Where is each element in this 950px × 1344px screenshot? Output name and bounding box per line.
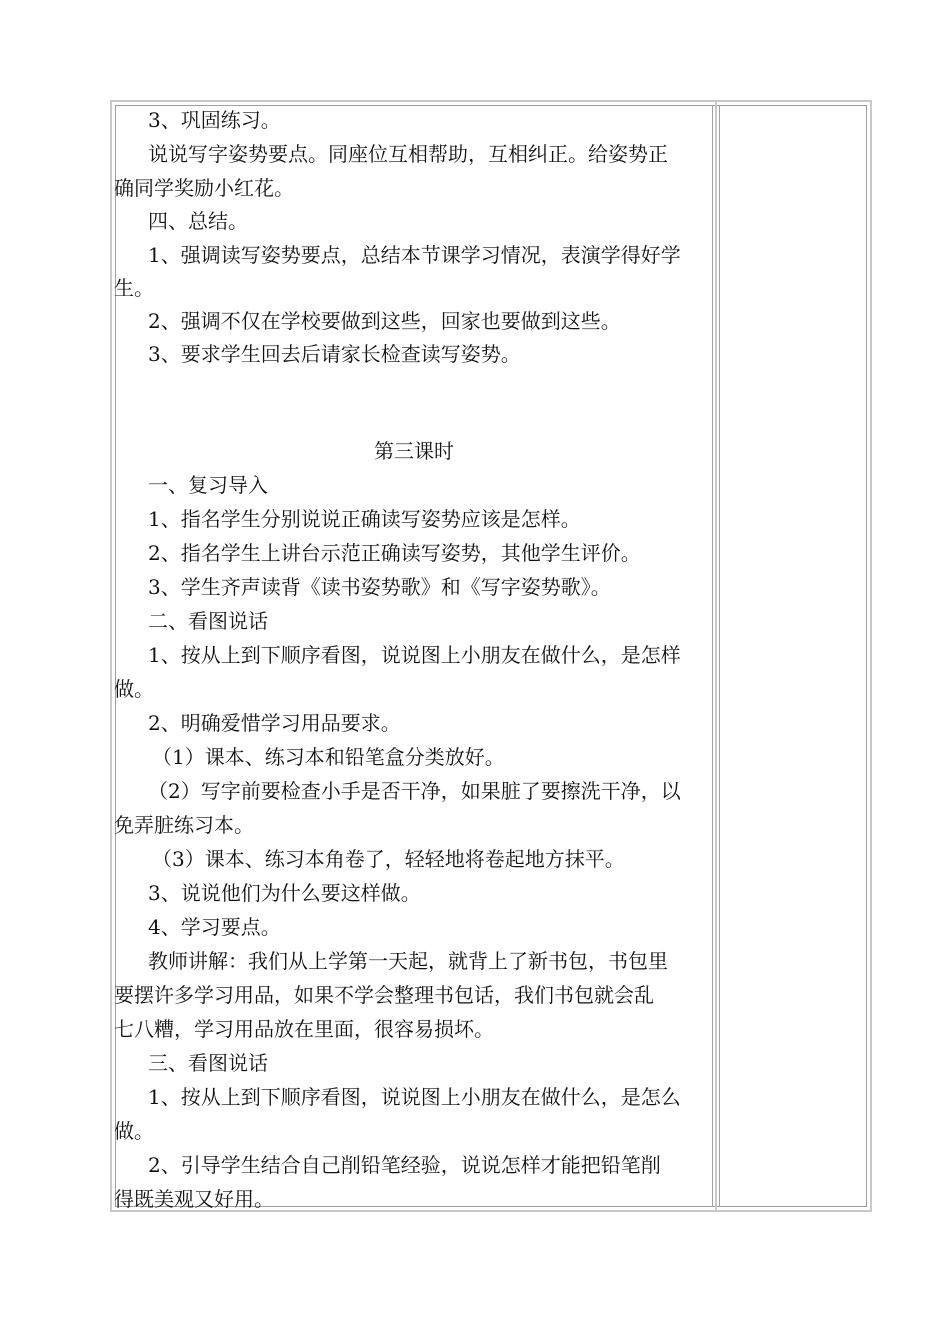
text-line: 得既美观又好用。 bbox=[114, 1187, 274, 1211]
text-line: 说说写字姿势要点。同座位互相帮助，互相纠正。给姿势正 bbox=[148, 142, 668, 166]
section-heading: 四、总结。 bbox=[148, 209, 248, 233]
section-heading: 一、复习导入 bbox=[148, 473, 268, 497]
text-line: 免弄脏练习本。 bbox=[114, 813, 254, 837]
text-line: 做。 bbox=[114, 677, 154, 701]
text-line: 3、学生齐声读背《读书姿势歌》和《写字姿势歌》。 bbox=[148, 575, 611, 599]
column-divider bbox=[715, 102, 717, 1210]
column-divider-line-left bbox=[712, 105, 713, 1207]
text-line: 生。 bbox=[114, 276, 154, 300]
text-line: 教师讲解：我们从上学第一天起，就背上了新书包，书包里 bbox=[148, 949, 668, 973]
text-line: 做。 bbox=[114, 1119, 154, 1143]
text-line: 七八糟，学习用品放在里面，很容易损坏。 bbox=[114, 1017, 494, 1041]
text-line: （2）写字前要检查小手是否干净，如果脏了要擦洗干净，以 bbox=[148, 779, 681, 803]
text-line: 2、指名学生上讲台示范正确读写姿势，其他学生评价。 bbox=[148, 541, 641, 565]
text-line: （1）课本、练习本和铅笔盒分类放好。 bbox=[152, 745, 505, 769]
text-line: 2、引导学生结合自己削铅笔经验，说说怎样才能把铅笔削 bbox=[148, 1153, 661, 1177]
column-divider-line-right bbox=[719, 105, 720, 1207]
text-line: 1、强调读写姿势要点，总结本节课学习情况，表演学得好学 bbox=[148, 243, 681, 267]
section-heading: 三、看图说话 bbox=[148, 1051, 268, 1075]
section-heading: 二、看图说话 bbox=[148, 609, 268, 633]
text-line: 2、强调不仅在学校要做到这些，回家也要做到这些。 bbox=[148, 309, 621, 333]
text-line: 2、明确爱惜学习用品要求。 bbox=[148, 711, 401, 735]
text-line: 要摆许多学习用品，如果不学会整理书包话，我们书包就会乱 bbox=[114, 983, 654, 1007]
lesson-title: 第三课时 bbox=[374, 439, 454, 463]
text-line: 3、说说他们为什么要这样做。 bbox=[148, 881, 421, 905]
text-line: 3、要求学生回去后请家长检查读写姿势。 bbox=[148, 342, 521, 366]
text-line: 1、按从上到下顺序看图，说说图上小朋友在做什么，是怎样 bbox=[148, 643, 681, 667]
text-line: （3）课本、练习本角卷了，轻轻地将卷起地方抹平。 bbox=[152, 847, 625, 871]
text-line: 3、巩固练习。 bbox=[148, 108, 281, 132]
text-line: 1、指名学生分别说说正确读写姿势应该是怎样。 bbox=[148, 507, 581, 531]
text-line: 4、学习要点。 bbox=[148, 915, 281, 939]
text-line: 1、按从上到下顺序看图，说说图上小朋友在做什么，是怎么 bbox=[148, 1085, 681, 1109]
text-line: 确同学奖励小红花。 bbox=[114, 176, 294, 200]
